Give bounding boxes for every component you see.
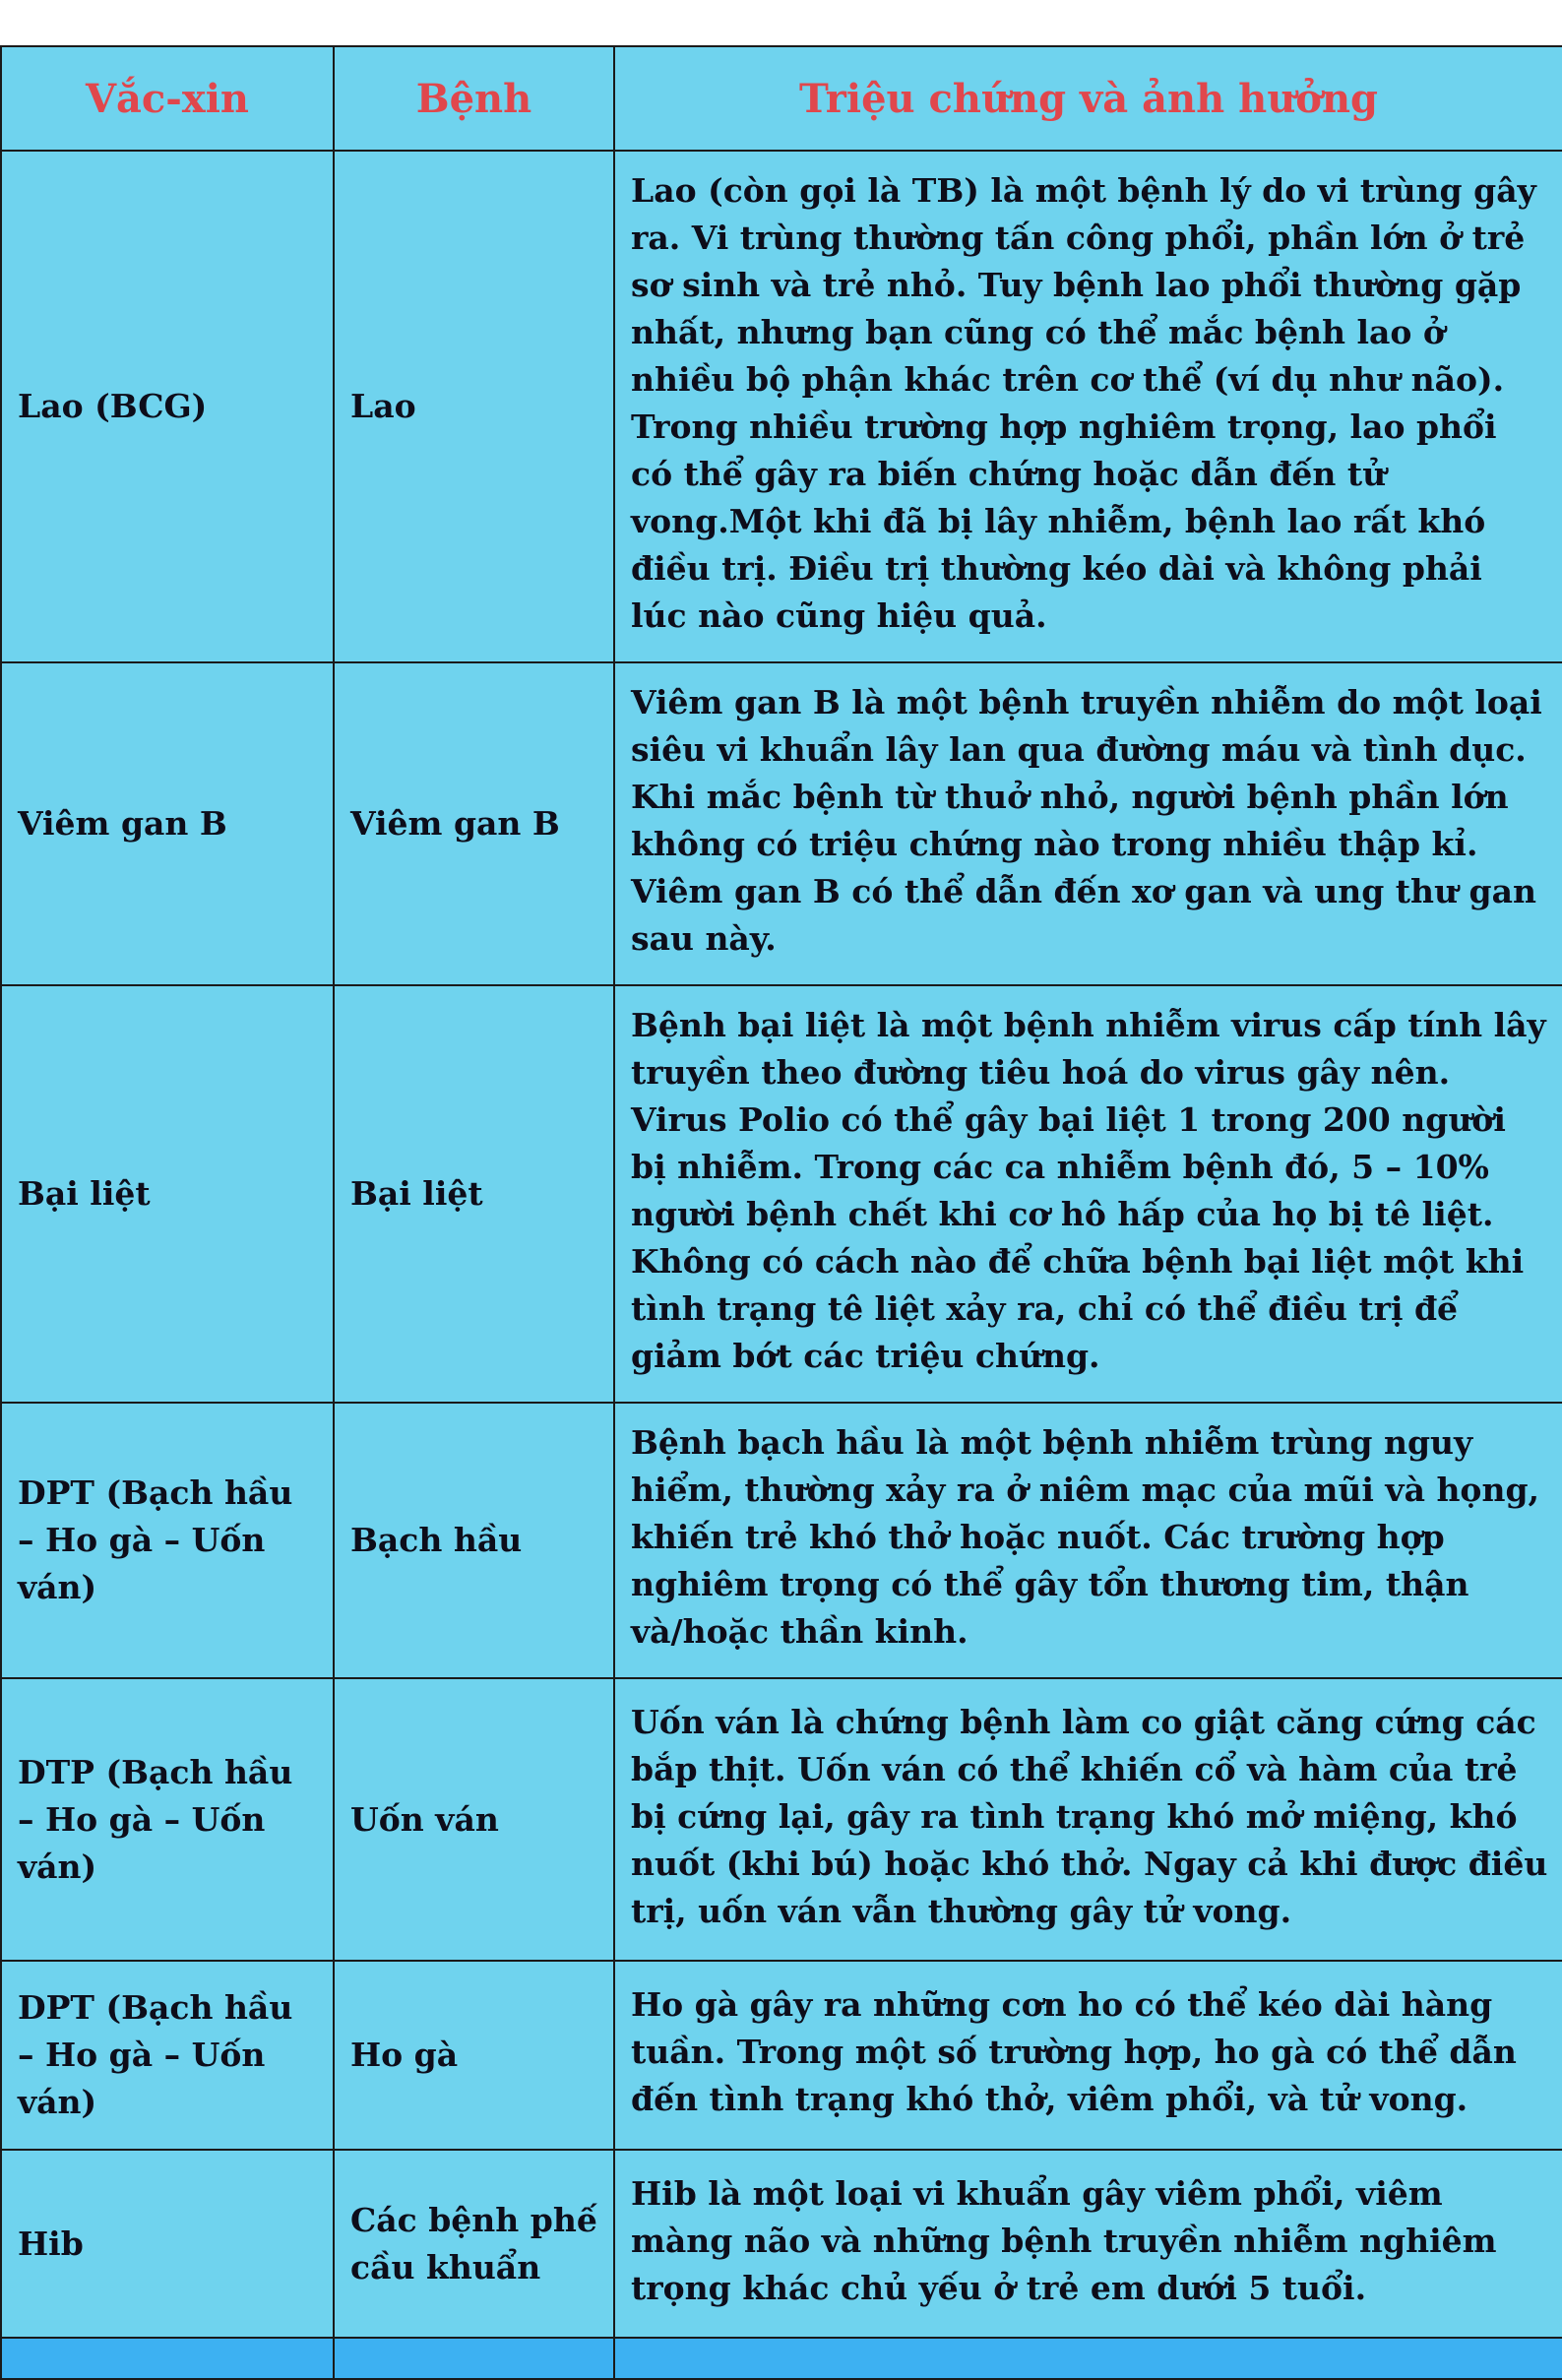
table-header-row <box>1 46 1562 151</box>
table-row <box>1 1678 1562 1961</box>
table-row <box>1 662 1562 985</box>
disease-cell: Các bệnh phế cầu khuẩn <box>334 2150 614 2338</box>
symptoms-cell: Uốn ván là chứng bệnh làm co giật căng cứng các bắp thịt. Uốn ván có thể khiến cổ và hàm của trẻ bị cứng lại, gây ra tình trạng khó mở miệng, khó nuốt (khi bú) hoặc khó thở. Ngay cả khi được điều trị, uốn ván vẫn thường gây tử vong. <box>614 1678 1562 1961</box>
table-row <box>1 151 1562 662</box>
empty-cell <box>1 2338 334 2379</box>
table-row <box>1 985 1562 1403</box>
vaccine-cell: DTP (Bạch hầu – Ho gà – Uốn ván) <box>1 1678 334 1961</box>
empty-cell <box>334 2338 614 2379</box>
table-row-partial <box>1 2338 1562 2379</box>
vaccine-cell: Hib <box>1 2150 334 2338</box>
symptoms-cell: Ho gà gây ra những cơn ho có thể kéo dài hàng tuần. Trong một số trường hợp, ho gà có thể dẫn đến tình trạng khó thở, viêm phổi, và tử vong. <box>614 1961 1562 2150</box>
vaccine-cell: DPT (Bạch hầu – Ho gà – Uốn ván) <box>1 1961 334 2150</box>
symptoms-cell: Bệnh bạch hầu là một bệnh nhiễm trùng nguy hiểm, thường xảy ra ở niêm mạc của mũi và họng, khiến trẻ khó thở hoặc nuốt. Các trường hợp nghiêm trọng có thể gây tổn thương tim, thận và/hoặc thần kinh. <box>614 1403 1562 1678</box>
disease-cell: Viêm gan B <box>334 662 614 985</box>
vaccine-cell: Bại liệt <box>1 985 334 1403</box>
header-vaccine: Vắc-xin <box>1 46 334 151</box>
vaccine-table <box>0 45 1562 2380</box>
symptoms-cell: Lao (còn gọi là TB) là một bệnh lý do vi trùng gây ra. Vi trùng thường tấn công phổi, phần lớn ở trẻ sơ sinh và trẻ nhỏ. Tuy bệnh lao phổi thường gặp nhất, nhưng bạn cũng có thể mắc bệnh lao ở nhiều bộ phận khác trên cơ thể (ví dụ như não). Trong nhiều trường hợp nghiêm trọng, lao phổi có thể gây ra biến chứng hoặc dẫn đến tử vong.Một khi đã bị lây nhiễm, bệnh lao rất khó điều trị. Điều trị thường kéo dài và không phải lúc nào cũng hiệu quả. <box>614 151 1562 662</box>
disease-cell: Bạch hầu <box>334 1403 614 1678</box>
vaccine-cell: Viêm gan B <box>1 662 334 985</box>
table-row <box>1 1403 1562 1678</box>
empty-cell <box>614 2338 1562 2379</box>
symptoms-cell: Viêm gan B là một bệnh truyền nhiễm do một loại siêu vi khuẩn lây lan qua đường máu và tình dục. Khi mắc bệnh từ thuở nhỏ, người bệnh phần lớn không có triệu chứng nào trong nhiều thập kỉ. Viêm gan B có thể dẫn đến xơ gan và ung thư gan sau này. <box>614 662 1562 985</box>
header-symptoms: Triệu chứng và ảnh hưởng <box>614 46 1562 151</box>
table-row <box>1 2150 1562 2338</box>
vaccine-cell: Lao (BCG) <box>1 151 334 662</box>
vaccine-cell: DPT (Bạch hầu – Ho gà – Uốn ván) <box>1 1403 334 1678</box>
disease-cell: Bại liệt <box>334 985 614 1403</box>
header-disease: Bệnh <box>334 46 614 151</box>
table-row <box>1 1961 1562 2150</box>
disease-cell: Ho gà <box>334 1961 614 2150</box>
symptoms-cell: Bệnh bại liệt là một bệnh nhiễm virus cấp tính lây truyền theo đường tiêu hoá do virus gây nên. Virus Polio có thể gây bại liệt 1 trong 200 người bị nhiễm. Trong các ca nhiễm bệnh đó, 5 – 10% người bệnh chết khi cơ hô hấp của họ bị tê liệt. Không có cách nào để chữa bệnh bại liệt một khi tình trạng tê liệt xảy ra, chỉ có thể điều trị để giảm bớt các triệu chứng. <box>614 985 1562 1403</box>
vaccine-table-container <box>0 45 1562 2380</box>
symptoms-cell: Hib là một loại vi khuẩn gây viêm phổi, viêm màng não và những bệnh truyền nhiễm nghiêm trọng khác chủ yếu ở trẻ em dưới 5 tuổi. <box>614 2150 1562 2338</box>
disease-cell: Lao <box>334 151 614 662</box>
disease-cell: Uốn ván <box>334 1678 614 1961</box>
